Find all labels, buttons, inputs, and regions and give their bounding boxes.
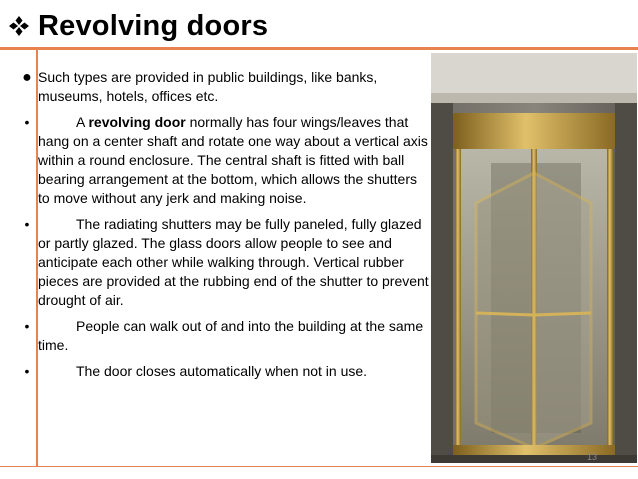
bullet-text: The radiating shutters may be fully paneled, fully glazed or partly glazed. The glass doors allow people to see and anticipate each other while walking through. Vertical rubber pieces are provided at the rubbing end of the shutter to prevent drought of air.	[38, 216, 429, 308]
bullet-marker: •	[24, 363, 30, 379]
bottom-rule	[0, 466, 638, 467]
bullet-marker: ●	[22, 69, 32, 86]
revolving-door-illustration	[431, 53, 637, 463]
bullet-text: The door closes automatically when not in use.	[76, 363, 368, 379]
four-diamond-bullet-icon	[8, 15, 30, 37]
revolving-door-photo	[431, 53, 637, 463]
page-number: 13	[587, 452, 598, 462]
bullet-marker: •	[24, 318, 30, 334]
bullet-text: People can walk out of and into the building at the same time.	[38, 318, 424, 353]
slide-title	[8, 6, 268, 46]
list-item	[18, 317, 430, 355]
list-item	[18, 362, 430, 381]
list-item	[18, 215, 430, 310]
bullet-text-pre: A	[76, 114, 89, 130]
bullet-marker: •	[24, 216, 30, 232]
title-underline	[0, 47, 638, 50]
list-item	[18, 113, 430, 208]
bullet-text-post: normally has four wings/leaves that hang on a center shaft and rotate one way about a vertical axis within a round enclosure. The central shaft is fitted with ball bearing arrangement at the bottom, which allows the shutters to move without any jerk and making noise.	[38, 114, 428, 206]
bullet-text: Such types are provided in public buildings, like banks, museums, hotels, offices etc.	[38, 69, 378, 104]
bullet-text-bold: revolving door	[88, 114, 186, 130]
bullet-list	[18, 68, 430, 388]
title-text: Revolving doors	[38, 9, 269, 42]
list-item	[18, 68, 430, 106]
bullet-marker: •	[24, 114, 30, 130]
